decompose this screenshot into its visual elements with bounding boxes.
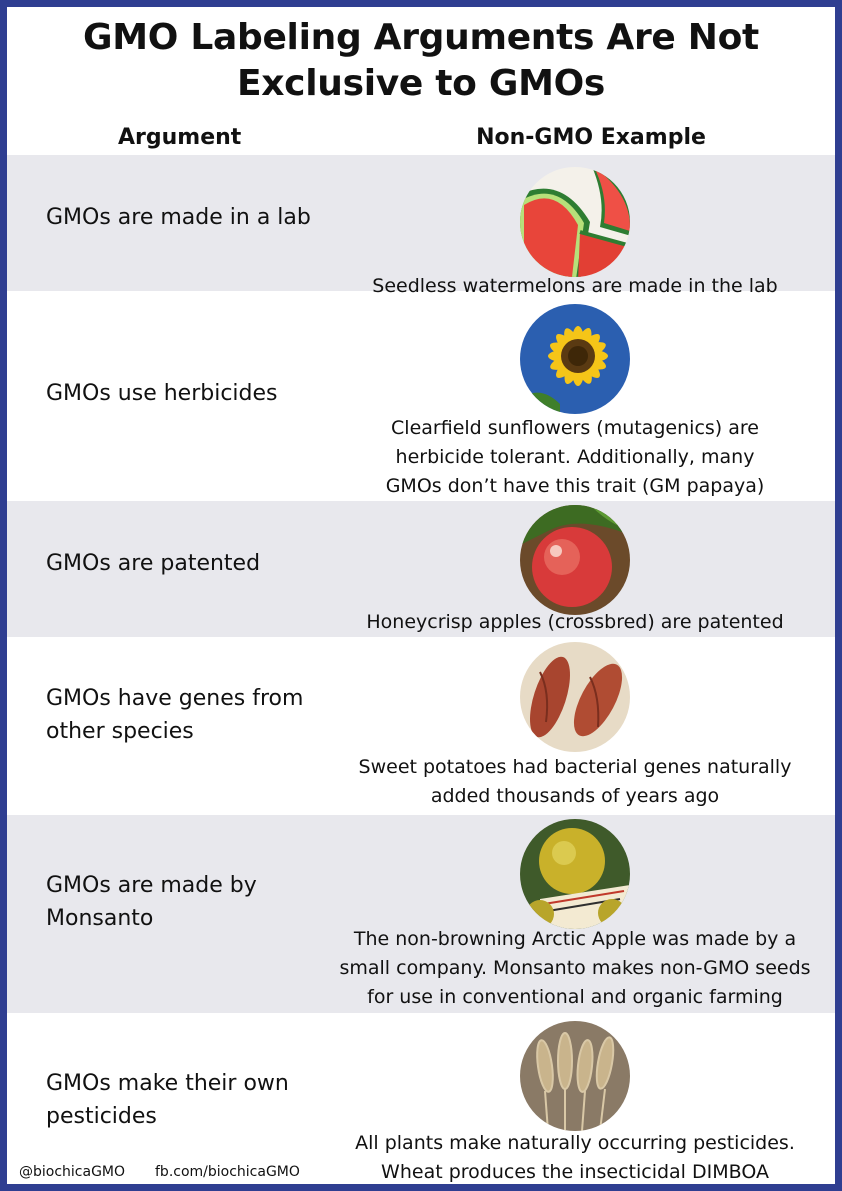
row-patented bbox=[7, 501, 835, 637]
footer-facebook-link: fb.com/biochicaGMO bbox=[155, 1164, 300, 1180]
sweet-potatoes-image bbox=[520, 642, 630, 752]
column-header-argument: Argument bbox=[118, 125, 242, 150]
example-caption: Clearfield sunflowers (mutagenics) are herbicide tolerant. Additionally, many GMOs don’t have this trait (GM papaya) bbox=[385, 417, 765, 497]
argument-text: GMOs have genes from other species bbox=[46, 686, 304, 744]
title-line-1: GMO Labeling Arguments Are Not bbox=[83, 17, 759, 58]
row-herbicides bbox=[7, 291, 835, 501]
watermelon-icon bbox=[520, 167, 630, 277]
row-lab bbox=[7, 155, 835, 297]
example-caption: Seedless watermelons are made in the lab bbox=[372, 275, 778, 297]
sunflower-icon bbox=[520, 304, 630, 414]
sunflower-image bbox=[520, 304, 630, 414]
argument-text: GMOs make their own pesticides bbox=[46, 1071, 289, 1129]
apple-icon bbox=[520, 505, 630, 615]
example-caption: All plants make naturally occurring pesticides. Wheat produces the insecticidal DIMBOA bbox=[355, 1132, 795, 1183]
footer-twitter-handle: @biochicaGMO bbox=[19, 1164, 126, 1180]
honeycrisp-apple-image bbox=[520, 505, 630, 615]
apple-icon bbox=[520, 819, 630, 929]
example-caption: Honeycrisp apples (crossbred) are patented bbox=[366, 611, 784, 633]
row-genes bbox=[7, 637, 835, 815]
wheat-icon bbox=[520, 1021, 630, 1131]
column-header-example: Non-GMO Example bbox=[476, 125, 706, 150]
arctic-apple-image bbox=[520, 819, 630, 929]
sweet-potato-icon bbox=[520, 642, 630, 752]
wheat-image bbox=[520, 1021, 630, 1131]
row-monsanto bbox=[7, 815, 835, 1013]
row-pesticides bbox=[7, 1013, 835, 1191]
example-caption: The non-browning Arctic Apple was made by a small company. Monsanto makes non-GMO seeds for use in conventional and organic farming bbox=[339, 928, 811, 1008]
argument-text: GMOs are patented bbox=[46, 550, 261, 576]
title-line-2: Exclusive to GMOs bbox=[236, 63, 606, 104]
poster-title bbox=[7, 15, 835, 107]
argument-text: GMOs use herbicides bbox=[46, 380, 278, 406]
argument-text: GMOs are made in a lab bbox=[46, 204, 311, 230]
watermelon-image bbox=[520, 167, 630, 277]
example-caption: Sweet potatoes had bacterial genes naturally added thousands of years ago bbox=[358, 756, 792, 807]
argument-text: GMOs are made by Monsanto bbox=[46, 873, 257, 931]
